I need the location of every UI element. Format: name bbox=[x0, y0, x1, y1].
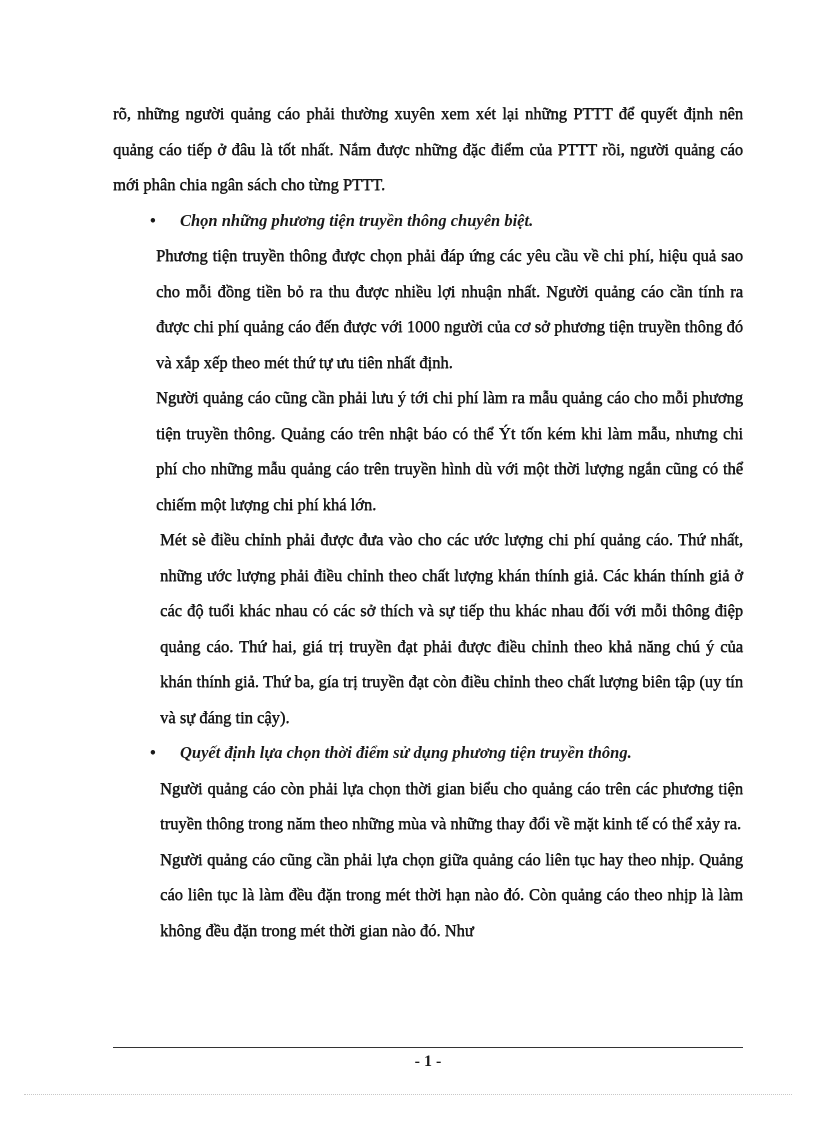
cost-adjustment-paragraph: Mét sè điều chỉnh phải được đưa vào cho các ước lượng chi phí quảng cáo. Thứ nhất, những ước lượng phải điều chỉnh theo chất lượng khán thính giả. Các khán thính giả ở các độ tuổi khác nhau có các sở thích và sự tiếp thu khác nhau đối với mỗi thông điệp quảng cáo. Thứ hai, giá trị truyền đạt phải được điều chỉnh theo khả năng chú ý của khán thính giả. Thứ ba, gía trị truyền đạt còn điều chỉnh theo chất lượng biên tập (uy tín và sự đáng tin cậy). bbox=[160, 530, 743, 727]
bullet-icon: • bbox=[150, 743, 156, 762]
page-number: - 1 - bbox=[414, 1053, 442, 1070]
bullet-icon: • bbox=[150, 210, 156, 230]
footer-divider bbox=[113, 1047, 743, 1048]
page-bottom-edge bbox=[24, 1094, 792, 1095]
bullet-heading-text: Quyết định lựa chọn thời điểm sử dụng phương tiện truyền thông. bbox=[180, 743, 632, 762]
bullet-heading-text: Chọn những phương tiện truyền thông chuyên biệt. bbox=[180, 210, 534, 230]
schedule-paragraph: Người quảng cáo còn phải lựa chọn thời gian biểu cho quảng cáo trên các phương tiện truyền thông trong năm theo những mùa và những thay đổi về mặt kinh tế có thể xảy ra. bbox=[160, 778, 743, 833]
intro-paragraph: rõ, những người quảng cáo phải thường xuyên xem xét lại những PTTT để quyết định nên quảng cáo tiếp ở đâu là tốt nhất. Nắm được những đặc điểm của PTTT rồi, người quảng cáo mới phân chia ngân sách cho từng PTTT. bbox=[113, 104, 743, 194]
continuity-paragraph: Người quảng cáo cũng cần phải lựa chọn giữa quảng cáo liên tục hay theo nhịp. Quảng cáo liên tục là làm đều đặn trong mét thời hạn nào đó. Còn quảng cáo theo nhịp là làm không đều đặn trong mét thời gian nào đó. Như bbox=[160, 849, 743, 940]
bullet-heading-specialized-media bbox=[113, 203, 743, 239]
document-body bbox=[113, 96, 743, 948]
media-cost-paragraph: Phương tiện truyền thông được chọn phải đáp ứng các yêu cầu về chi phí, hiệu quả sao cho mỗi đồng tiền bỏ ra thu được nhiều lợi nhuận nhất. Người quảng cáo cần tính ra được chi phí quảng cáo đến được với 1000 người của cơ sở phương tiện truyền thông đó và xắp xếp theo mét thứ tự ưu tiên nhất định. bbox=[156, 246, 743, 372]
production-cost-paragraph: Người quảng cáo cũng cần phải lưu ý tới chi phí làm ra mẫu quảng cáo cho mỗi phương tiện truyền thông. Quảng cáo trên nhật báo có thể Ýt tốn kém khi làm mẫu, nhưng chi phí cho những mẫu quảng cáo trên truyền hình dù với một thời lượng ngắn cũng có thể chiếm một lượng chi phí khá lớn. bbox=[156, 388, 743, 514]
bullet-heading-media-timing bbox=[113, 735, 743, 771]
